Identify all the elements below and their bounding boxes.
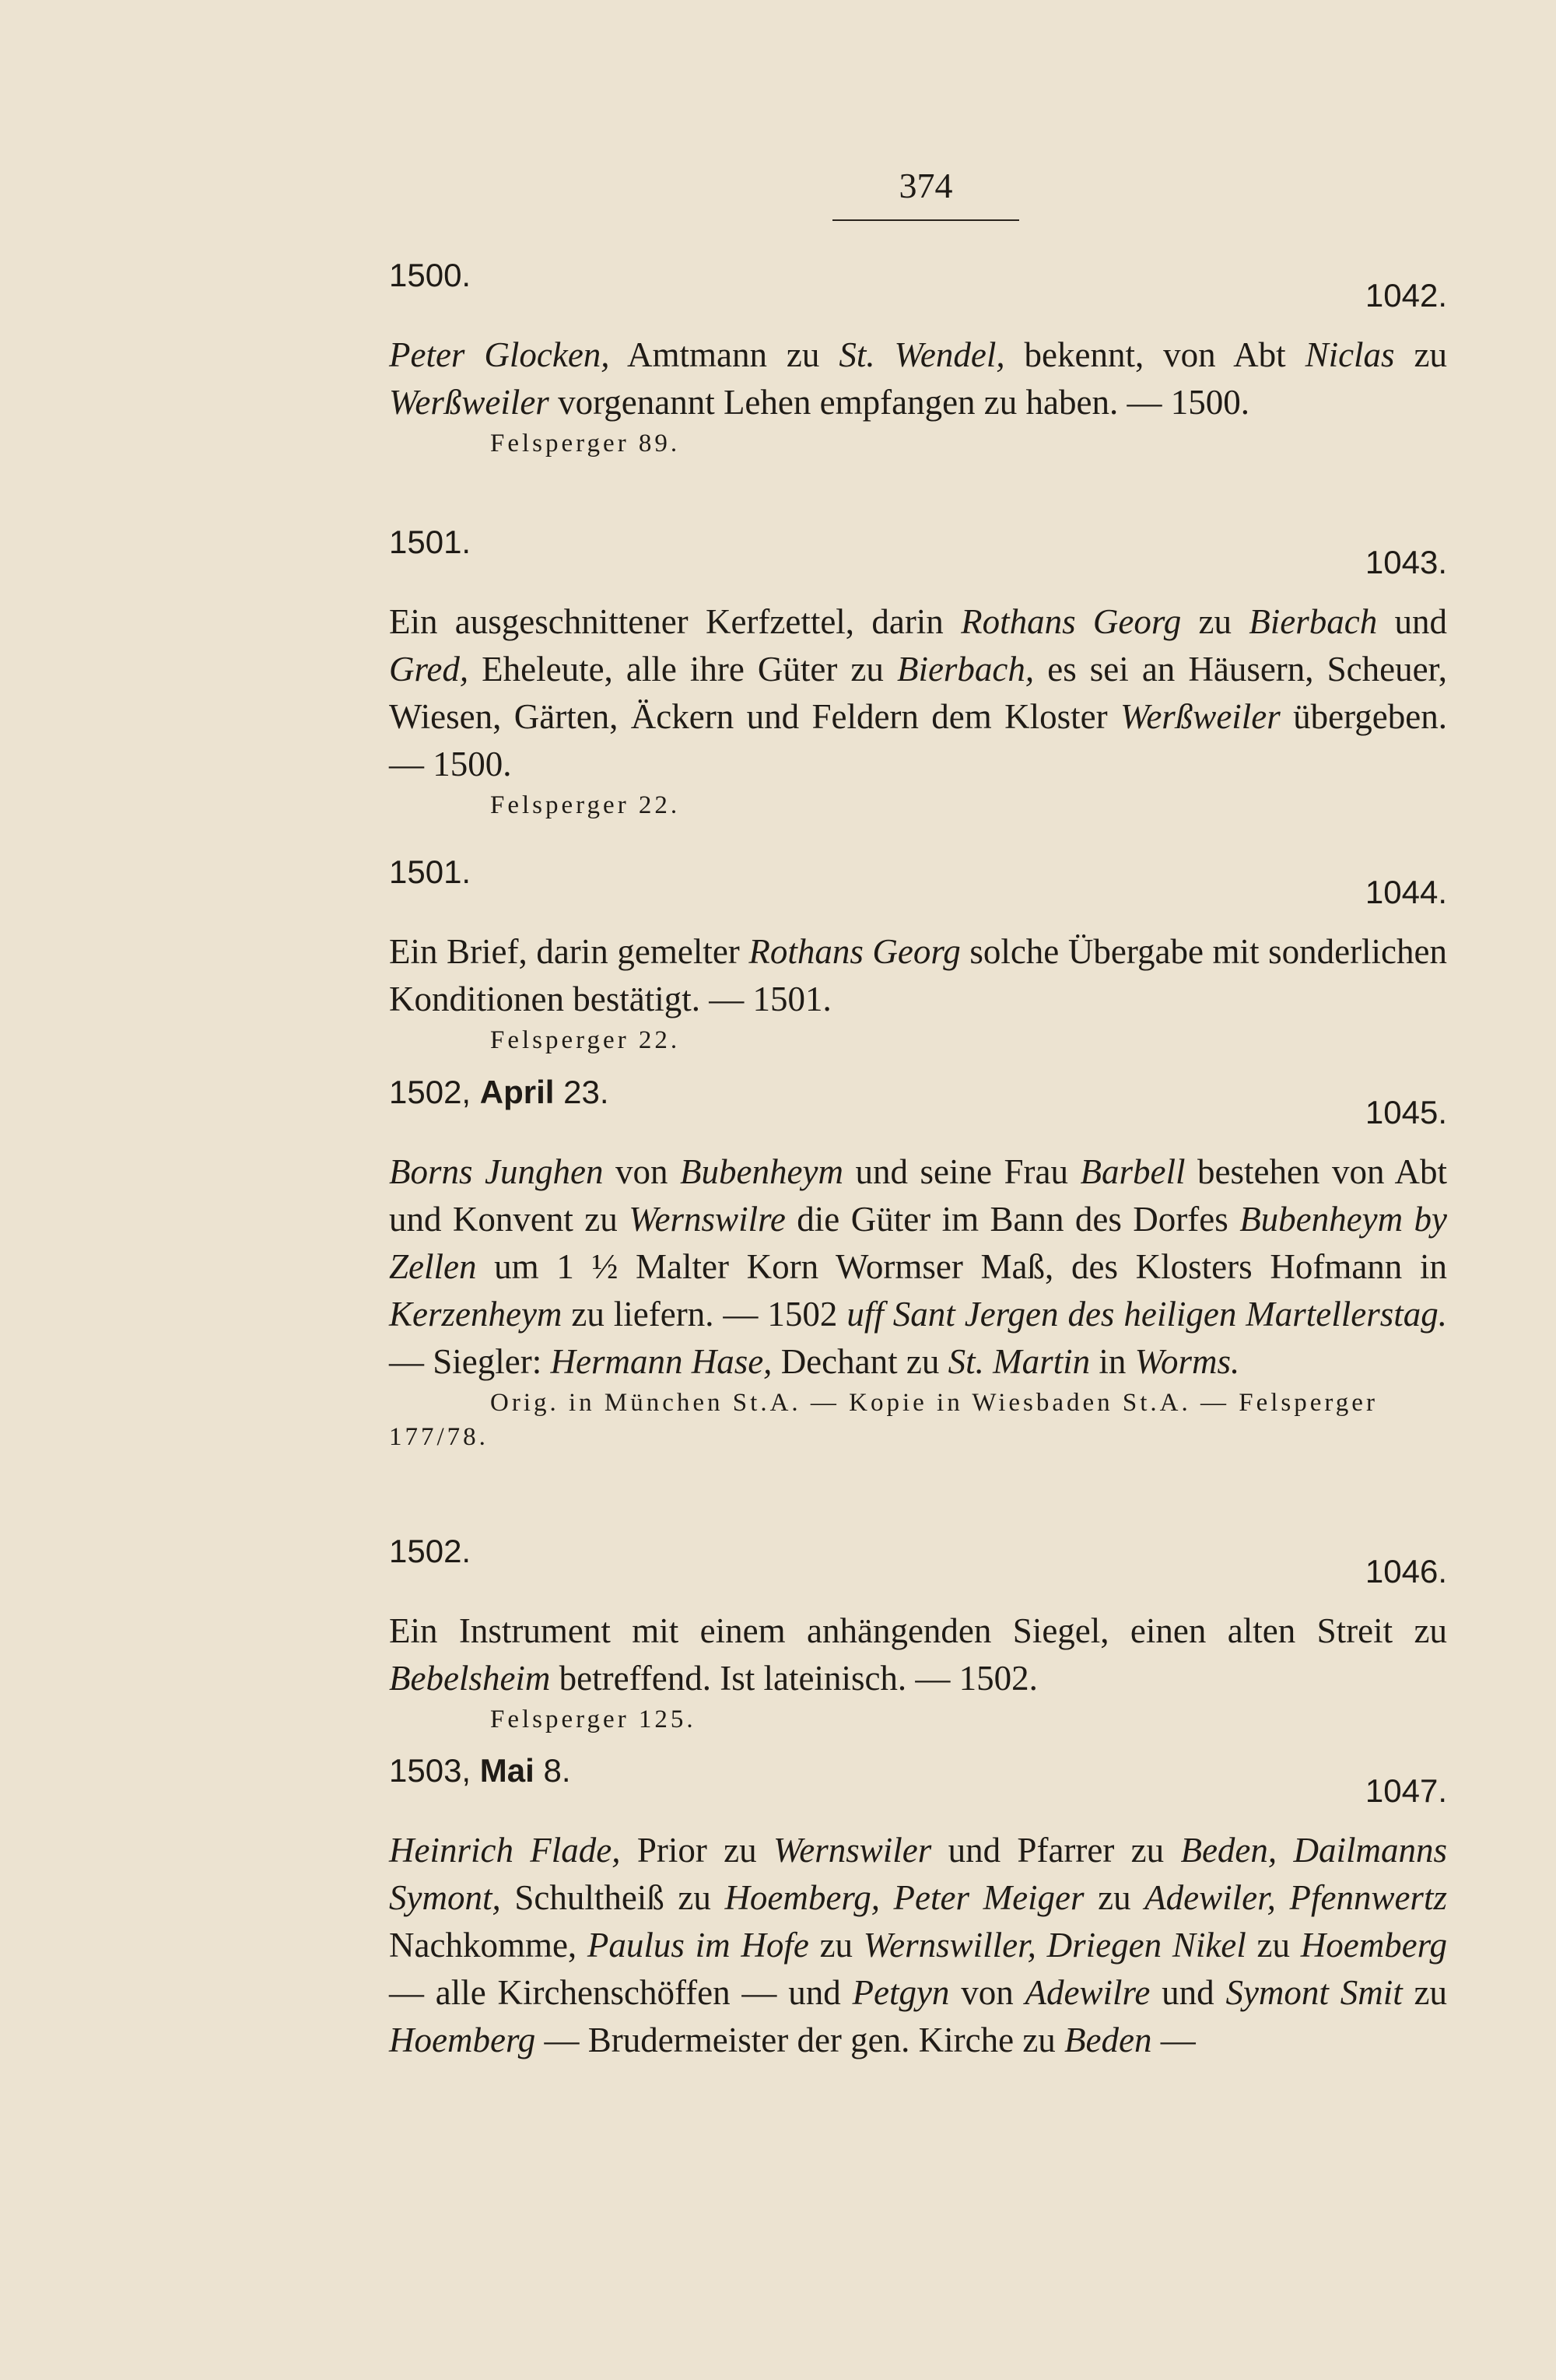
entry-date: 1502, April 23. xyxy=(389,1074,609,1110)
entry-text: Borns Junghen von Bubenheym und seine Frau Barbell bestehen von Abt und Konvent zu Wernswilre die Güter im Bann des Dorfes Bubenheym by Zellen um 1 ½ Malter Korn Wormser Maß, des Klosters Hofmann in Kerzenheym zu liefern. — 1502 uff Sant Jergen des heiligen Martellerstag. — Siegler: Hermann Hase, Dechant zu St. Martin in Worms. xyxy=(389,1152,1447,1381)
entry-1046 xyxy=(389,1533,1447,1737)
entry-number: 1044. xyxy=(1365,874,1447,910)
entry-source: Felsperger 22. xyxy=(490,1026,681,1054)
entry-date: 1501. xyxy=(389,524,471,560)
entry-number: 1046. xyxy=(1365,1553,1447,1590)
entry-source: Felsperger 22. xyxy=(490,791,681,819)
entry-source: Felsperger 125. xyxy=(490,1705,696,1733)
page-number: 374 xyxy=(899,166,953,205)
entry-date: 1500. xyxy=(389,257,471,293)
entry-source: Orig. in München St.A. — Kopie in Wiesbaden St.A. — Felsperger 177/78. xyxy=(389,1389,1378,1451)
entry-text: Heinrich Flade, Prior zu Wernswiler und Pfarrer zu Beden, Dailmanns Symont, Schultheiß zu Hoemberg, Peter Meiger zu Adewiler, Pfennwertz Nachkomme, Paulus im Hofe zu Wernswiller, Driegen Nikel zu Hoemberg — alle Kirchenschöffen — und Petgyn von Adewilre und Symont Smit zu Hoemberg — Brudermeister der gen. Kirche zu Beden — xyxy=(389,1831,1448,2059)
entry-text: Ein ausgeschnittener Kerfzettel, darin Rothans Georg zu Bierbach und Gred, Eheleute, alle ihre Güter zu Bierbach, es sei an Häusern, Scheuer, Wiesen, Gärten, Äckern und Feldern dem Kloster Werßweiler übergeben. — 1500. xyxy=(389,602,1448,783)
entry-date: 1502. xyxy=(389,1533,471,1569)
entry-source: Felsperger 89. xyxy=(490,429,681,457)
entry-1047 xyxy=(389,1752,1447,2064)
entry-number: 1045. xyxy=(1365,1094,1447,1130)
entry-1045 xyxy=(389,1074,1447,1454)
entry-date: 1503, Mai 8. xyxy=(389,1752,571,1789)
page-number-rule xyxy=(832,219,1019,221)
entry-1043 xyxy=(389,524,1447,822)
entry-1044 xyxy=(389,854,1447,1057)
entry-text: Peter Glocken, Amtmann zu St. Wendel, bekennt, von Abt Niclas zu Werßweiler vorgenannt Lehen empfangen zu haben. — 1500. xyxy=(389,335,1447,422)
entry-number: 1047. xyxy=(1365,1772,1447,1809)
entry-number: 1043. xyxy=(1365,544,1447,580)
entry-1042 xyxy=(389,257,1447,461)
entry-number: 1042. xyxy=(1365,277,1447,314)
entry-date: 1501. xyxy=(389,854,471,890)
entry-text: Ein Instrument mit einem anhängenden Siegel, einen alten Streit zu Bebelsheim betreffend. Ist lateinisch. — 1502. xyxy=(389,1611,1447,1698)
entry-text: Ein Brief, darin gemelter Rothans Georg solche Übergabe mit sonderlichen Konditionen bestätigt. — 1501. xyxy=(389,932,1448,1018)
